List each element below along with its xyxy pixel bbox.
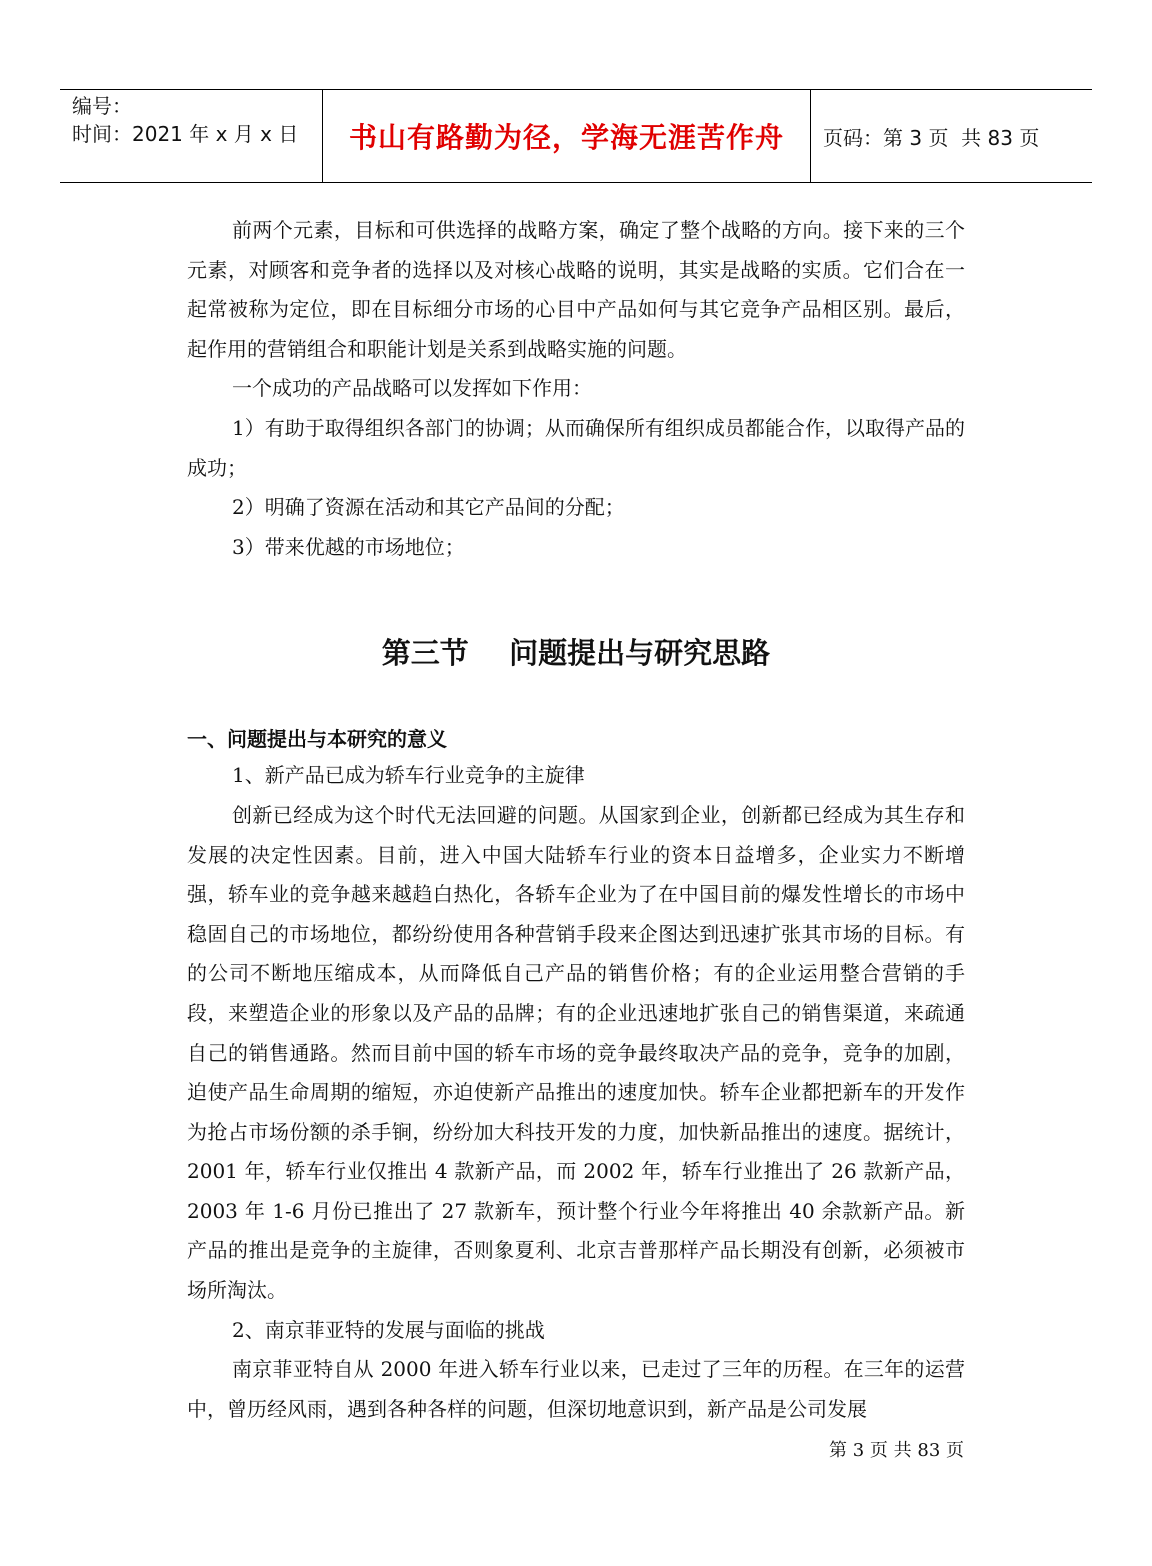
paragraph: 南京菲亚特自从 2000 年进入轿车行业以来，已走过了三年的历程。在三年的运营中，曾历经风雨，遇到各种各样的问题，但深切地意识到，新产品是公司发展 <box>187 1357 965 1421</box>
header-page-code: 页码：第 3 页 共 83 页 <box>823 125 1040 150</box>
paragraph: 一个成功的产品战略可以发挥如下作用： <box>232 376 592 401</box>
list-item: 1）有助于取得组织各部门的协调；从而确保所有组织成员都能合作，以取得产品的成功； <box>187 415 965 480</box>
list-item: 2）明确了资源在活动和其它产品间的分配； <box>232 495 625 520</box>
document-date: 时间：2021 年 x 月 x 日 <box>72 122 299 146</box>
header-divider <box>810 90 811 182</box>
header-meta <box>72 92 322 148</box>
item-title: 1、新产品已成为轿车行业竞争的主旋律 <box>232 763 585 788</box>
page-header <box>60 89 1092 183</box>
item-title: 2、南京菲亚特的发展与面临的挑战 <box>232 1317 545 1342</box>
subheading: 一、问题提出与本研究的意义 <box>187 727 447 752</box>
list-item: 3）带来优越的市场地位； <box>232 534 465 559</box>
paragraph: 前两个元素，目标和可供选择的战略方案，确定了整个战略的方向。接下来的三个元素，对顾客和竞争者的选择以及对核心战略的说明，其实是战略的实质。它们合在一起常被称为定位，即在目标细分市场的心目中产品如何与其它竞争产品相区别。最后，起作用的营销组合和职能计划是关系到战略实施的问题。 <box>187 218 965 361</box>
paragraph: 创新已经成为这个时代无法回避的问题。从国家到企业，创新都已经成为其生存和发展的决定性因素。目前，进入中国大陆轿车行业的资本日益增多，企业实力不断增强，轿车业的竞争越来越趋白热化，各轿车企业为了在中国目前的爆发性增长的市场中稳固自己的市场地位，都纷纷使用各种营销手段来企图达到迅速扩张其市场的目标。有的公司不断地压缩成本，从而降低自己产品的销售价格；有的企业运用整合营销的手段，来塑造企业的形象以及产品的品牌；有的企业迅速地扩张自己的销售渠道，来疏通自己的销售通路。然而目前中国的轿车市场的竞争最终取决产品的竞争，竞争的加剧，迫使产品生命周期的缩短，亦迫使新产品推出的速度加快。轿车企业都把新车的开发作为抢占市场份额的杀手锏，纷纷加大科技开发的力度，加快新品推出的速度。据统计，2001 年，轿车行业仅推出 4 款新产品，而 2002 年，轿车行业推出了 26 款新产品，2003 年 1-6 月份已推出了 27 款新车，预计整个行业今年将推出 40 余款新产品。新产品的推出是竞争的主旋律，否则象夏利、北京吉普那样产品长期没有创新，必须被市场所淘汰。 <box>187 802 965 1303</box>
document-body <box>187 211 965 1429</box>
document-number-label: 编号： <box>72 94 132 118</box>
header-motto: 书山有路勤为径，学海无涯苦作舟 <box>348 121 784 154</box>
section-title: 第三节 问题提出与研究思路 <box>381 636 771 671</box>
page-footer: 第 3 页 共 83 页 <box>829 1440 964 1461</box>
